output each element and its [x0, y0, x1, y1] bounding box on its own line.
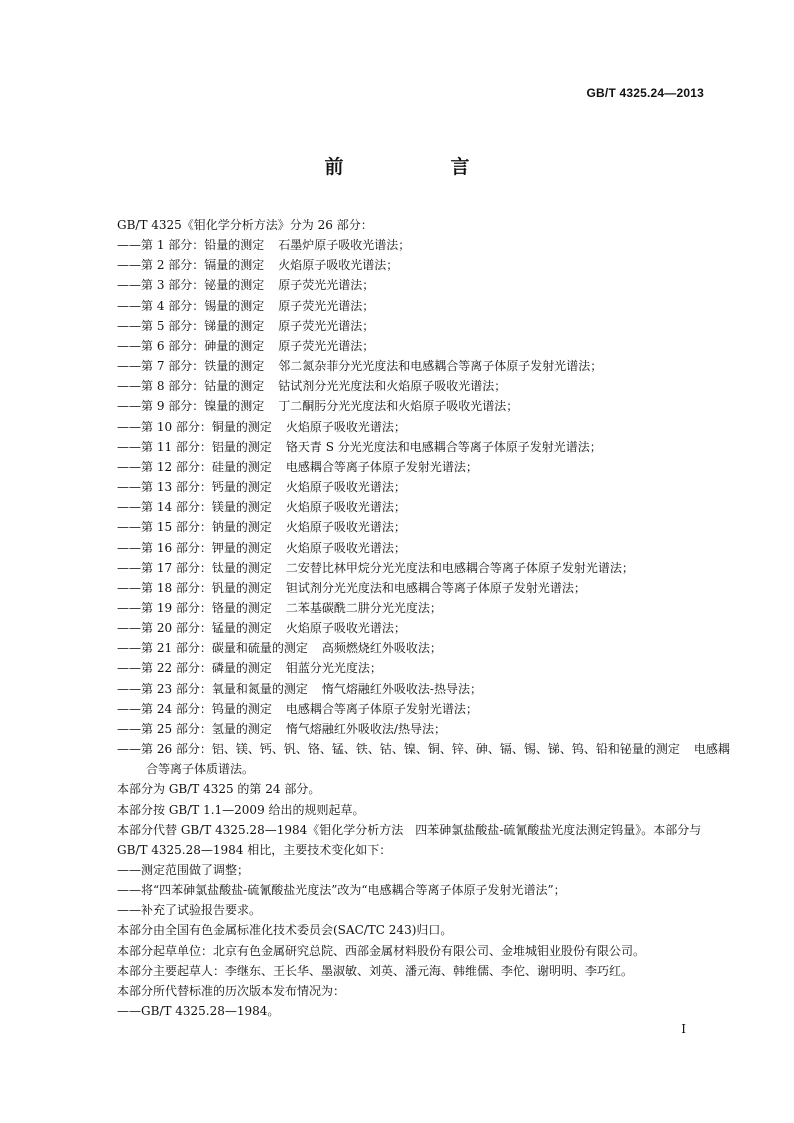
part-method: 二苯基碳酰二肼分光光度法； [285, 600, 442, 615]
part-name: ——第 18 部分：钒量的测定 [117, 580, 272, 595]
part-name: ——第 1 部分：铅量的测定 [117, 238, 265, 253]
part-of-statement: 本部分为 GB/T 4325 的第 24 部分。 [117, 782, 321, 797]
part-item [88, 275, 708, 295]
part-name: ——第 4 部分：锡量的测定 [117, 298, 265, 313]
part-name: ——第 5 部分：锑量的测定 [117, 318, 265, 333]
part-name: ——第 11 部分：铝量的测定 [117, 439, 272, 454]
document-body [88, 215, 730, 1021]
replaces-statement: 本部分代替 GB/T 4325.28—1984《钼化学分析方法 四苯砷氯盐酸盐-硫氰酸盐光度法测定钨量》。本部分与 GB/T 4325.28—1984 相比，主要技术变化如下： [117, 822, 702, 857]
part-name: ——第 3 部分：铋量的测定 [117, 278, 265, 293]
part-name: ——第 21 部分：碳量和硫量的测定 [117, 641, 308, 656]
part-item [88, 679, 708, 699]
part-item [88, 316, 708, 336]
change-item: ——补充了试验报告要求。 [117, 903, 262, 918]
history-intro-statement: 本部分所代替标准的历次版本发布情况为： [117, 983, 346, 998]
part-item [88, 517, 708, 537]
part-item [88, 235, 708, 255]
part-item [88, 538, 708, 558]
part-method: 原子荧光光谱法； [278, 298, 375, 313]
part-name: ——第 14 部分：镁量的测定 [117, 500, 272, 515]
part-item [88, 699, 708, 719]
part-item [88, 638, 708, 658]
part-method: 火焰原子吸收光谱法； [285, 500, 406, 515]
part-method: 铬天青 S 分光光度法和电感耦合等离子体原子发射光谱法； [285, 439, 602, 454]
page-title: 前 言 [324, 156, 514, 178]
changes-list [88, 860, 708, 920]
part-method: 钴试剂分光光度法和火焰原子吸收光谱法； [278, 379, 507, 394]
part-name: ——第 2 部分：镉量的测定 [117, 258, 265, 273]
part-item [88, 457, 708, 477]
part-method: 二安替比林甲烷分光光度法和电感耦合等离子体原子发射光谱法； [285, 560, 634, 575]
part-item [88, 719, 708, 739]
part-name: ——第 22 部分：磷量的测定 [117, 661, 272, 676]
part-name: ——第 25 部分：氢量的测定 [117, 721, 272, 736]
part-method: 火焰原子吸收光谱法； [285, 621, 406, 636]
part-name: ——第 15 部分：钠量的测定 [117, 520, 272, 535]
part-method: 惰气熔融红外吸收法-热导法； [321, 681, 482, 696]
drafting-rule-statement: 本部分按 GB/T 1.1—2009 给出的规则起草。 [117, 802, 365, 817]
part-item [88, 658, 708, 678]
part-item [88, 376, 708, 396]
part-item [88, 497, 708, 517]
part-item [88, 618, 708, 638]
closing-statements [88, 920, 708, 1001]
part-method: 火焰原子吸收光谱法； [285, 540, 406, 555]
part-name: ——第 20 部分：锰量的测定 [117, 621, 272, 636]
part-name: ——第 24 部分：钨量的测定 [117, 701, 272, 716]
part-method: 原子荧光光谱法； [278, 338, 375, 353]
part-item [88, 356, 708, 376]
intro-line: GB/T 4325《钼化学分析方法》分为 26 部分： [117, 218, 373, 232]
part-method: 石墨炉原子吸收光谱法； [278, 238, 411, 253]
part-item [88, 417, 708, 437]
part-item [88, 598, 708, 618]
parts-list [88, 235, 730, 779]
part-method: 惰气熔融红外吸收法/热导法； [285, 721, 446, 736]
part-method: 电感耦合等离子体原子发射光谱法； [285, 459, 478, 474]
part-name: ——第 12 部分：硅量的测定 [117, 459, 272, 474]
part-item [88, 558, 708, 578]
part-method: 火焰原子吸收光谱法； [285, 419, 406, 434]
part-method: 钼蓝分光光度法； [285, 661, 382, 676]
part-method: 丁二酮肟分光光度法和火焰原子吸收光谱法； [278, 399, 519, 414]
part-method: 原子荧光光谱法； [278, 278, 375, 293]
part-method: 火焰原子吸收光谱法； [285, 480, 406, 495]
part-item [88, 437, 708, 457]
part-method: 火焰原子吸收光谱法； [285, 520, 406, 535]
part-method: 邻二氮杂菲分光光度法和电感耦合等离子体原子发射光谱法； [278, 359, 603, 374]
part-method: 火焰原子吸收光谱法； [278, 258, 399, 273]
part-item-26 [88, 739, 730, 759]
part-item [88, 296, 708, 316]
part-method: 钽试剂分光光度法和电感耦合等离子体原子发射光谱法； [285, 580, 586, 595]
part-name: ——第 23 部分：氧量和氮量的测定 [117, 681, 308, 696]
history-item: ——GB/T 4325.28—1984。 [117, 1004, 280, 1019]
standard-code: GB/T 4325.24—2013 [586, 86, 704, 100]
drafting-units-statement: 本部分起草单位：北京有色金属研究总院、西部金属材料股份有限公司、金堆城钼业股份有限公司。 [117, 943, 646, 958]
part-item [88, 336, 708, 356]
part-name: ——第 8 部分：钴量的测定 [117, 379, 265, 394]
part-item [88, 396, 708, 416]
part-name: ——第 10 部分：铜量的测定 [117, 419, 272, 434]
part-item [88, 255, 708, 275]
part-name: ——第 19 部分：铬量的测定 [117, 600, 272, 615]
part-name: ——第 6 部分：砷量的测定 [117, 338, 265, 353]
part-item-26-continuation: 合等离子体质谱法。 [146, 762, 255, 777]
part-item [88, 578, 708, 598]
part-method: 原子荧光光谱法； [278, 318, 375, 333]
part-name: ——第 17 部分：钛量的测定 [117, 560, 272, 575]
part-method: 高频燃烧红外吸收法； [321, 641, 442, 656]
part-name: ——第 26 部分：铝、镁、钙、钒、铬、锰、铁、钴、镍、铜、锌、砷、镉、锡、锑、钨、铅和铋量的测定 [117, 742, 680, 757]
part-name: ——第 16 部分：钾量的测定 [117, 540, 272, 555]
part-item [88, 477, 708, 497]
change-item: ——测定范围做了调整； [117, 863, 250, 877]
part-method: 电感耦合等离子体原子发射光谱法； [285, 701, 478, 716]
part-method: 电感耦 [693, 742, 730, 757]
part-name: ——第 7 部分：铁量的测定 [117, 359, 265, 374]
page-number: I [681, 1022, 686, 1036]
part-name: ——第 9 部分：镍量的测定 [117, 399, 265, 414]
part-name: ——第 13 部分：钙量的测定 [117, 480, 272, 495]
drafters-statement: 本部分主要起草人：李继东、王长华、墨淑敏、刘英、潘元海、韩维儒、李佗、谢明明、李巧红。 [117, 963, 634, 978]
committee-statement: 本部分由全国有色金属标准化技术委员会(SAC/TC 243)归口。 [117, 923, 453, 938]
change-item: ——将“四苯砷氯盐酸盐-硫氰酸盐光度法”改为“电感耦合等离子体原子发射光谱法”； [117, 883, 566, 898]
